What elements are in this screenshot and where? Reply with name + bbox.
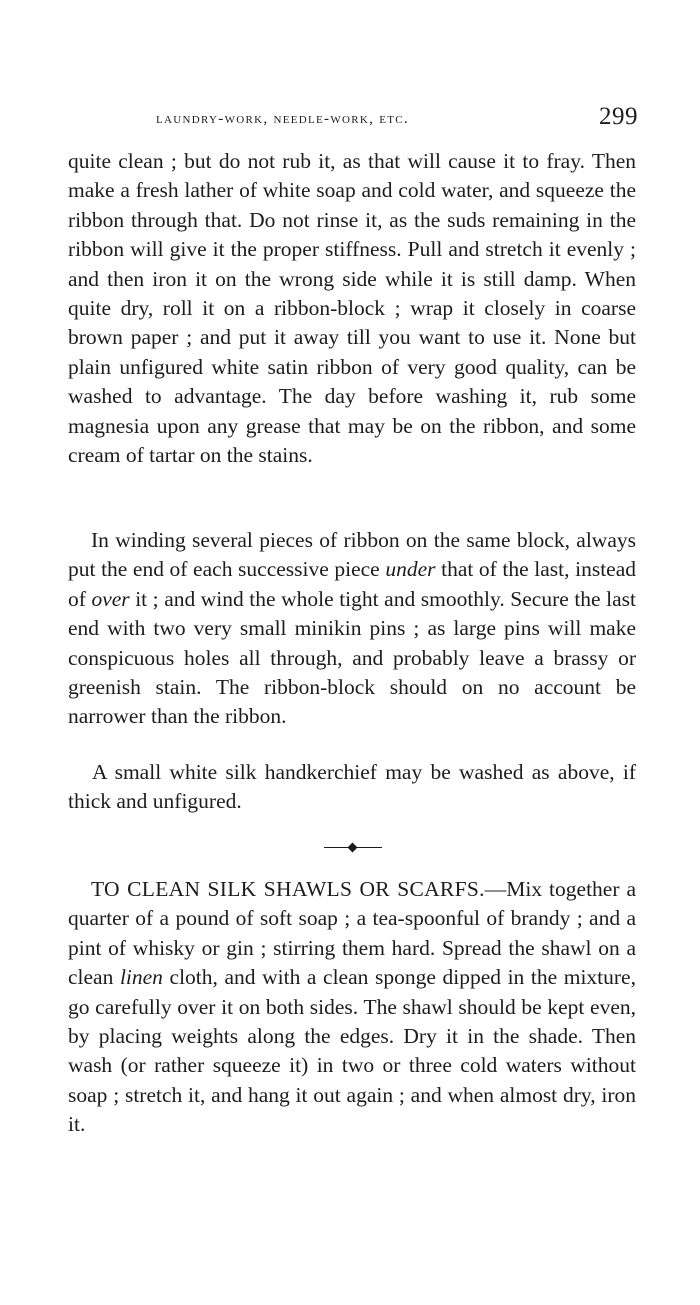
- paragraph-ribbon-winding: [68, 526, 636, 732]
- emphasis-under: under: [385, 557, 436, 582]
- paragraph-silk-handkerchief: [68, 758, 636, 817]
- paragraph-text-part: that of the last, instead of: [68, 557, 637, 611]
- paragraph-text: quite clean ; but do not rub it, as that will cause it to fray. Then make a fresh lather of white soap and cold water, and squeeze the ribbon through that. Do not rinse it, as the suds remaining in the ribbon will give it the proper stiffness. Pull and stretch it evenly ; and then iron it on the wrong side while it is still damp. When quite dry, roll it on a ribbon-block ; wrap it closely in coarse brown paper ; and put it away till you want to use it. None but plain unfigured white satin ribbon of very good quality, can be washed to advantage. The day before washing it, rub some magnesia upon any grease that may be on the ribbon, and some cream of tartar on the stains.: [68, 149, 636, 468]
- section-divider-ornament: [324, 842, 382, 854]
- recipe-heading: TO CLEAN SILK SHAWLS OR SCARFS.: [91, 877, 485, 901]
- paragraph-clean-silk-shawls: [68, 875, 636, 1140]
- emphasis-linen: linen: [119, 965, 163, 990]
- paragraph-text-part: In winding several pieces of ribbon on the same block, always put the end of each successive piece: [68, 528, 636, 582]
- running-title: laundry-work, needle-work, etc.: [156, 111, 409, 127]
- page-number: 299: [599, 103, 638, 130]
- paragraph-ribbon-washing: [68, 147, 636, 470]
- running-head: [68, 103, 638, 135]
- paragraph-text-part: it ; and wind the whole tight and smoothly. Secure the last end with two very small minikin pins ; as large pins will make conspicuous holes all through, and probably leave a brassy or greenish stain. The ribbon-block should on no account be narrower than the ribbon.: [68, 586, 636, 729]
- divider-diamond-icon: [348, 843, 358, 853]
- paragraph-text-part: cloth, and with a clean sponge dipped in the mixture, go carefully over it on both sides. The shawl should be kept even, by placing weights along the edges. Dry it in the shade. Then wash (or rather squeeze it) in two or three cold waters without soap ; stretch it, and hang it out again ; and when almost dry, iron it.: [68, 965, 636, 1137]
- paragraph-text: A small white silk handkerchief may be washed as above, if thick and unfigured.: [68, 760, 636, 814]
- emphasis-over: over: [91, 586, 130, 611]
- paragraph-text-part: —Mix together a quarter of a pound of soft soap ; a tea-spoonful of brandy ; and a pint of whisky or gin ; stirring them hard. Spread the shawl on a clean: [68, 877, 636, 990]
